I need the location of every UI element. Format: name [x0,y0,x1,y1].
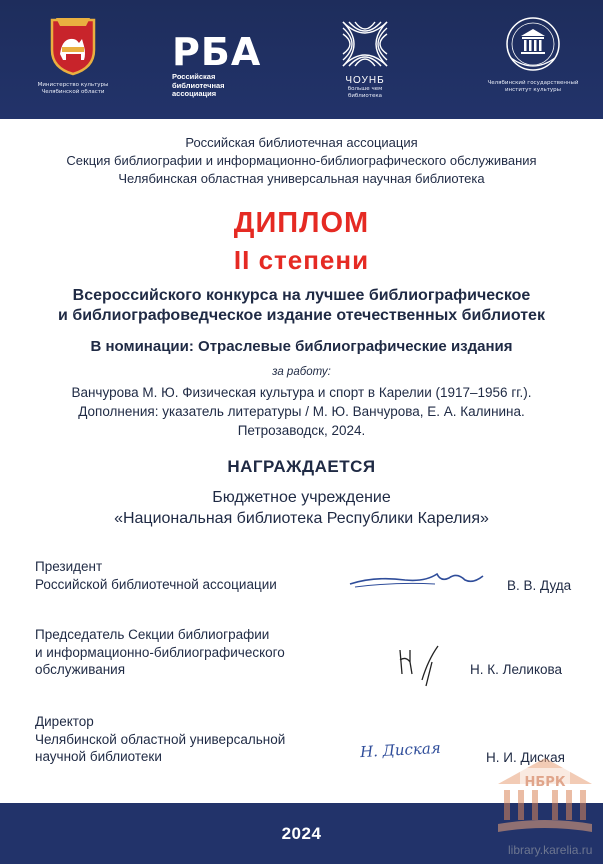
organizer-line: Российская библиотечная ассоциация [185,135,418,150]
chelyabinsk-ministry-logo [18,14,128,96]
recipient-line: «Национальная библиотека Республики Карелия» [114,510,489,527]
work-line: Ванчурова М. Ю. Физическая культура и спорт в Карелии (1917–1956 гг.). [71,385,532,400]
signature-duda [345,560,490,598]
organizers-block [0,134,603,188]
contest-line: и библиографоведческое издание отечественных библиотек [58,307,545,324]
rba-wordmark: РБА [172,30,262,74]
role-line: и информационно-библиографического [35,644,285,660]
awarded-heading: НАГРАЖДАЕТСЯ [227,457,376,476]
role-line: Российской библиотечной ассоциации [35,576,277,592]
ministry-caption: Министерство культуры Челябинской области [37,82,109,95]
library-watermark-icon [490,756,600,856]
role-line: обслуживания [35,662,126,677]
organizer-line: Секция библиографии и информационно-библиографического обслуживания [66,153,537,168]
chounb-caption: больше чем библиотека [347,86,383,99]
header-banner [0,0,603,119]
signatory-role-director [35,713,285,766]
contest-block [0,286,603,326]
recipient-block [0,487,603,529]
recipient-line: Бюджетное учреждение [212,489,391,506]
organizer-line: Челябинская областная универсальная научная библиотека [118,171,485,186]
chounb-wordmark: ЧОУНБ [345,75,385,86]
watermark-site: library.karelia.ru [508,843,593,857]
role-line: Председатель Секции библиографии [35,627,270,642]
role-line: Президент [35,559,103,574]
role-line: Директор [35,714,94,729]
signature-diskaya: Н. Диская [359,738,442,762]
diploma-degree: II степени [233,245,370,275]
for-work-label: за работу: [272,366,331,378]
watermark-mark: НБРК [524,775,566,790]
nomination-line: В номинации: Отраслевые библиографические издания [90,338,513,355]
institute-emblem-icon [501,14,565,76]
chgik-caption: Челябинский государственный институт культуры [487,80,579,93]
chounb-logo [330,18,400,100]
footer-year: 2024 [281,824,322,843]
contest-line: Всероссийского конкурса на лучшее библиографическое [72,287,531,304]
signature-lelikova [392,640,452,692]
signatory-name: В. В. Дуда [507,578,572,593]
diploma-title: ДИПЛОМ [233,207,370,239]
signatory-role-president [35,558,277,593]
work-line: Петрозаводск, 2024. [237,423,366,438]
work-line: Дополнения: указатель литературы / М. Ю. Ванчурова, Е. А. Калинина. [78,404,525,419]
rba-caption: Российская библиотечная ассоциация [172,72,225,98]
knot-pattern-icon [339,18,391,70]
signatory-name: Н. К. Леликова [470,662,563,677]
signatory-name: Н. И. Диская [486,750,565,765]
work-block [0,383,603,440]
role-line: научной библиотеки [35,749,162,764]
signatory-role-section-chair [35,626,285,679]
rba-logo [172,30,272,99]
role-line: Челябинской областной универсальной [35,731,286,747]
chgik-logo [478,14,588,94]
coat-of-arms-icon [46,14,100,76]
